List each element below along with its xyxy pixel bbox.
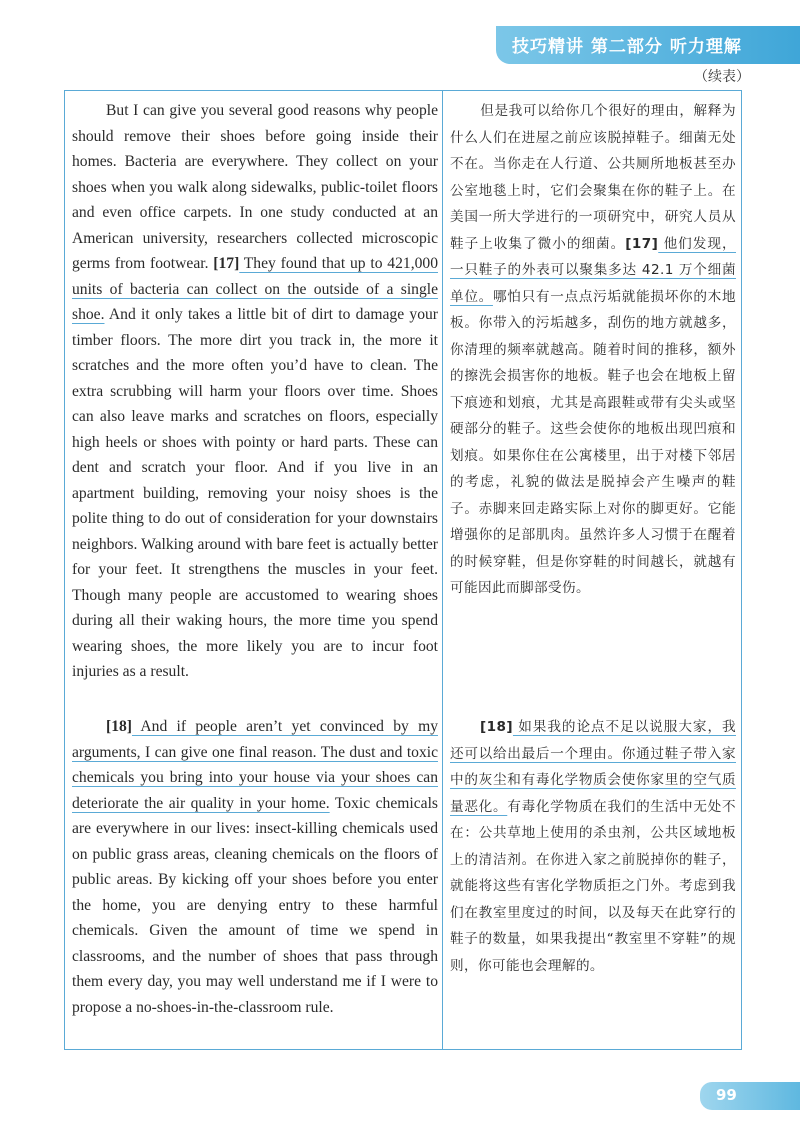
en-p2-answer-underline: And if people aren’t yet convinced by my arguments, I can give one final reason. The dust and toxic chemicals you bring into your house via your shoes can deteriorate the air quality in your home. bbox=[72, 718, 438, 812]
chinese-paragraph-1 bbox=[450, 98, 736, 602]
zh-p2-text-b: 有毒化学物质在我们的生活中无处不在：公共草地上使用的杀虫剂，公共区域地板上的清洁剂。在你进入家之前脱掉你的鞋子，就能将这些有害化学物质拒之门外。考虑到我们在教室里度过的时间，以及每天在此穿行的鞋子的数量，如果我提出“教室里不穿鞋”的规则，你可能也会理解的。 bbox=[450, 798, 736, 974]
en-p1-text-a: But I can give you several good reasons why people should remove their shoes before going inside their homes. Bacteria are everywhere. They collect on your shoes when you walk along sidewalks, public-toilet floors and even office carpets. In one study conducted at an American university, researchers collected microscopic germs from footwear. bbox=[72, 102, 438, 272]
zh-p2-answer-underline: 如果我的论点不足以说服大家，我还可以给出最后一个理由。你通过鞋子带入家中的灰尘和有毒化学物质会使你家里的空气质量恶化。 bbox=[450, 719, 736, 815]
question-marker-18: [18] bbox=[106, 718, 132, 735]
en-p1-text-b: And it only takes a little bit of dirt to damage your timber floors. The more dirt you track in, the more it scratches and the more often you’d have to clean. The extra scrubbing will harm your floors over time. Shoes can also leave marks and scratches on floors, especially high heels or shoes with pointy or hard parts. These can dent and scratch your floor. And if you live in an apartment building, removing your noisy shoes is the polite thing to do out of consideration for your downstairs neighbors. Walking around with bare feet is actually better for your feet. It strengthens the muscles in your feet. Though many people are accustomed to wearing shoes during all their waking hours, the more time you spend wearing shoes, the more likely you are to incur foot injuries as a result. bbox=[72, 306, 438, 680]
zh-p1-text-a: 但是我可以给你几个很好的理由，解释为什么人们在进屋之前应该脱掉鞋子。细菌无处不在。当你走在人行道、公共厕所地板甚至办公室地毯上时，它们会聚集在你的鞋子上。在美国一所大学进行的一项研究中，研究人员从鞋子上收集了微小的细菌。 bbox=[450, 103, 736, 252]
zh-question-marker-18: [18] bbox=[480, 719, 513, 735]
zh-p1-text-b: 哪怕只有一点点污垢就能损坏你的木地板。你带入的污垢越多，刮伤的地方就越多，你清理的频率就越高。随着时间的推移，额外的擦洗会损害你的地板。鞋子也会在地板上留下痕迹和划痕，尤其是高跟鞋或带有尖头或坚硬部分的鞋子。这些会使你的地板出现凹痕和划痕。如果你住在公寓楼里，出于对楼下邻居的考虑，礼貌的做法是脱掉会产生噪声的鞋子。赤脚来回走路实际上对你的脚更好。它能增强你的足部肌肉。虽然许多人习惯于在醒着的时候穿鞋，但是你穿鞋的时间越长，就越有可能因此而脚部受伤。 bbox=[450, 288, 736, 596]
page-number: 99 bbox=[716, 1086, 737, 1104]
column-divider bbox=[442, 90, 443, 1050]
english-paragraph-2 bbox=[72, 714, 438, 1020]
zh-question-marker-17: [17] bbox=[625, 235, 659, 252]
en-p2-text-b: Toxic chemicals are everywhere in our lives: insect-killing chemicals used on public grass areas, cleaning chemicals on the floors of public areas. By kicking off your shoes before you enter the home, you are denying entry to these harmful chemicals. Given the amount of time we spend in classrooms, and the number of shoes that pass through them every day, you may well understand me if I were to propose a no-shoes-in-the-classroom rule. bbox=[72, 794, 438, 1016]
english-paragraph-1 bbox=[72, 98, 438, 685]
continued-label: （续表） bbox=[694, 69, 750, 85]
question-marker-17: [17] bbox=[213, 255, 240, 272]
zh-p1-answer-underline: 他们发现，一只鞋子的外表可以聚集多达 42.1 万个细菌单位。 bbox=[450, 235, 736, 305]
section-title: 技巧精讲 第二部分 听力理解 bbox=[512, 37, 742, 57]
chinese-paragraph-2 bbox=[450, 714, 736, 979]
en-p1-answer-underline: They found that up to 421,000 units of bacteria can collect on the outside of a single shoe. bbox=[72, 255, 438, 323]
